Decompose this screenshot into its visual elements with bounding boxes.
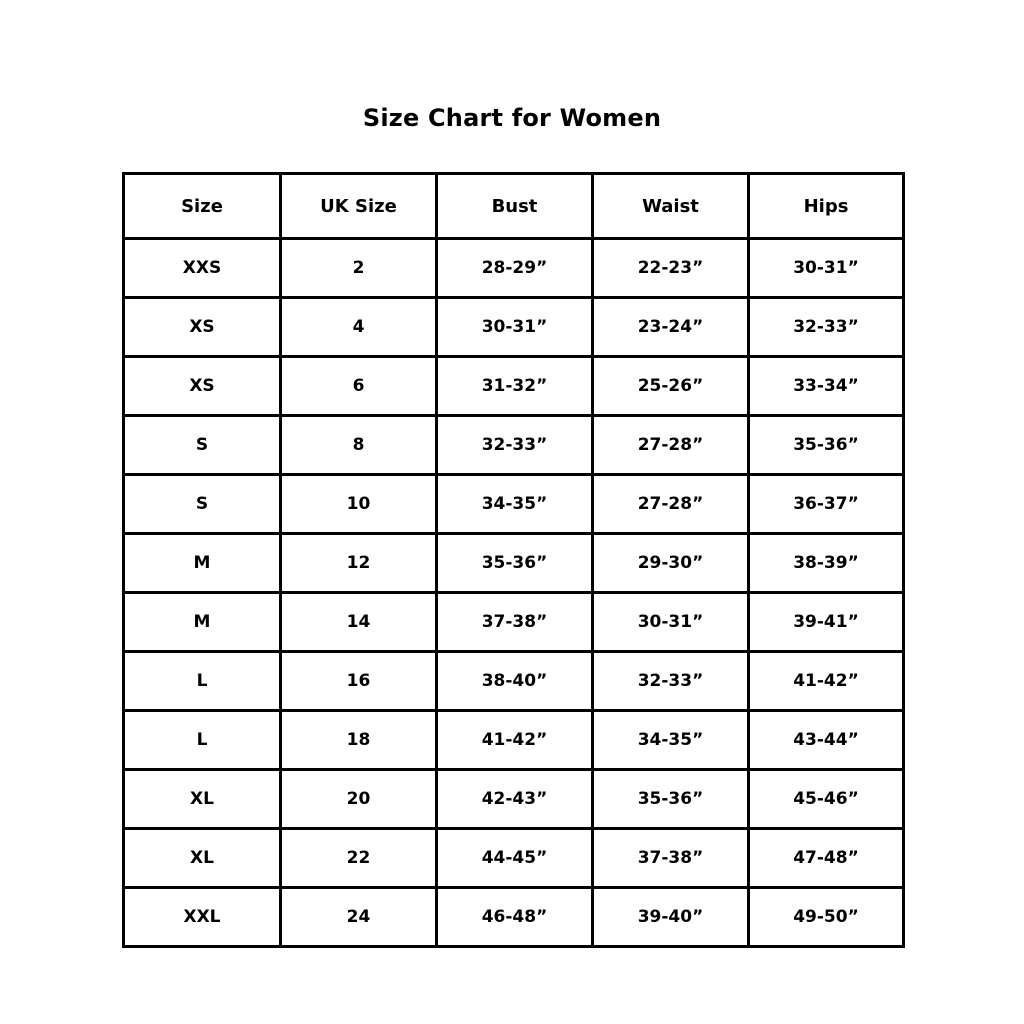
page-title: Size Chart for Women (362, 104, 662, 132)
cell-size: S (124, 416, 281, 475)
cell-waist: 30-31” (593, 593, 749, 652)
cell-uk-size: 4 (281, 298, 437, 357)
cell-bust: 38-40” (437, 652, 593, 711)
cell-uk-size: 14 (281, 593, 437, 652)
column-header-size: Size (124, 174, 281, 239)
cell-bust: 35-36” (437, 534, 593, 593)
cell-uk-size: 10 (281, 475, 437, 534)
table-row (124, 534, 904, 593)
cell-size: M (124, 534, 281, 593)
cell-size: L (124, 652, 281, 711)
cell-size: XL (124, 829, 281, 888)
cell-waist: 39-40” (593, 888, 749, 947)
table-row (124, 888, 904, 947)
cell-bust: 28-29” (437, 239, 593, 298)
size-chart-table (122, 172, 905, 948)
table-row (124, 770, 904, 829)
table-header-row (124, 174, 904, 239)
cell-waist: 25-26” (593, 357, 749, 416)
cell-waist: 34-35” (593, 711, 749, 770)
table-row (124, 239, 904, 298)
cell-hips: 39-41” (749, 593, 904, 652)
table-header (124, 174, 904, 239)
cell-bust: 44-45” (437, 829, 593, 888)
table-row (124, 298, 904, 357)
cell-size: XL (124, 770, 281, 829)
cell-hips: 47-48” (749, 829, 904, 888)
cell-hips: 36-37” (749, 475, 904, 534)
cell-bust: 42-43” (437, 770, 593, 829)
cell-bust: 32-33” (437, 416, 593, 475)
cell-uk-size: 8 (281, 416, 437, 475)
cell-size: M (124, 593, 281, 652)
cell-bust: 31-32” (437, 357, 593, 416)
cell-bust: 46-48” (437, 888, 593, 947)
cell-uk-size: 18 (281, 711, 437, 770)
cell-size: S (124, 475, 281, 534)
cell-hips: 32-33” (749, 298, 904, 357)
cell-waist: 23-24” (593, 298, 749, 357)
cell-waist: 32-33” (593, 652, 749, 711)
table-row (124, 357, 904, 416)
cell-uk-size: 24 (281, 888, 437, 947)
cell-waist: 27-28” (593, 416, 749, 475)
cell-hips: 33-34” (749, 357, 904, 416)
cell-hips: 49-50” (749, 888, 904, 947)
size-chart-table-container (122, 172, 902, 948)
cell-hips: 30-31” (749, 239, 904, 298)
table-row (124, 475, 904, 534)
column-header-bust: Bust (437, 174, 593, 239)
table-row (124, 711, 904, 770)
cell-waist: 27-28” (593, 475, 749, 534)
cell-size: XS (124, 357, 281, 416)
table-body (124, 239, 904, 947)
cell-uk-size: 16 (281, 652, 437, 711)
cell-hips: 45-46” (749, 770, 904, 829)
cell-hips: 41-42” (749, 652, 904, 711)
cell-waist: 29-30” (593, 534, 749, 593)
table-row (124, 593, 904, 652)
cell-uk-size: 6 (281, 357, 437, 416)
cell-size: XXL (124, 888, 281, 947)
column-header-uk-size: UK Size (281, 174, 437, 239)
cell-uk-size: 2 (281, 239, 437, 298)
cell-uk-size: 20 (281, 770, 437, 829)
cell-hips: 43-44” (749, 711, 904, 770)
cell-bust: 34-35” (437, 475, 593, 534)
cell-bust: 41-42” (437, 711, 593, 770)
table-row (124, 829, 904, 888)
cell-waist: 22-23” (593, 239, 749, 298)
cell-bust: 30-31” (437, 298, 593, 357)
cell-hips: 38-39” (749, 534, 904, 593)
table-row (124, 416, 904, 475)
cell-bust: 37-38” (437, 593, 593, 652)
cell-waist: 35-36” (593, 770, 749, 829)
cell-size: L (124, 711, 281, 770)
cell-uk-size: 22 (281, 829, 437, 888)
cell-hips: 35-36” (749, 416, 904, 475)
cell-size: XXS (124, 239, 281, 298)
cell-size: XS (124, 298, 281, 357)
cell-waist: 37-38” (593, 829, 749, 888)
table-row (124, 652, 904, 711)
column-header-hips: Hips (749, 174, 904, 239)
cell-uk-size: 12 (281, 534, 437, 593)
column-header-waist: Waist (593, 174, 749, 239)
